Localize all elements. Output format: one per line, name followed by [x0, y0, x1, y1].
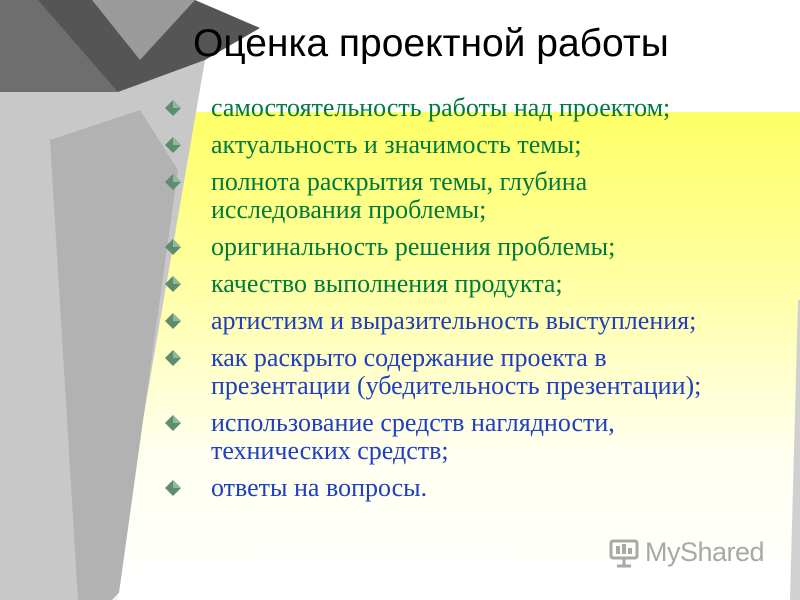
criteria-list	[163, 94, 723, 511]
watermark-text: MyShared	[645, 537, 765, 567]
list-item	[163, 131, 723, 159]
watermark	[609, 537, 764, 568]
list-item-text: артистизм и выразительность выступления;	[211, 306, 697, 335]
list-item	[163, 270, 723, 298]
presentation-screen-icon	[609, 538, 639, 568]
list-item-text: актуальность и значимость темы;	[211, 130, 582, 159]
diamond-bullet-icon	[165, 415, 181, 431]
diamond-bullet-icon	[165, 137, 181, 153]
diamond-bullet-icon	[165, 239, 181, 255]
diamond-bullet-icon	[165, 174, 181, 190]
slide-title: Оценка проектной работы	[193, 22, 669, 65]
list-item-text: качество выполнения продукта;	[211, 269, 563, 298]
list-item	[163, 409, 723, 465]
list-item-text: использование средств наглядности, технических средств;	[211, 408, 615, 465]
diamond-bullet-icon	[165, 350, 181, 366]
diamond-bullet-icon	[165, 100, 181, 116]
list-item-text: как раскрыто содержание проекта в презентации (убедительность презентации);	[211, 343, 702, 400]
diamond-bullet-icon	[165, 276, 181, 292]
diamond-bullet-icon	[165, 313, 181, 329]
list-item	[163, 474, 723, 502]
list-item	[163, 94, 723, 122]
list-item	[163, 233, 723, 261]
list-item	[163, 307, 723, 335]
list-item-text: ответы на вопросы.	[211, 473, 428, 502]
list-item-text: самостоятельность работы над проектом;	[211, 93, 671, 122]
list-item	[163, 344, 723, 400]
list-item-text: оригинальность решения проблемы;	[211, 232, 616, 261]
list-item-text: полнота раскрытия темы, глубина исследования проблемы;	[211, 167, 588, 224]
right-edge-shard	[790, 300, 800, 600]
diamond-bullet-icon	[165, 480, 181, 496]
list-item	[163, 168, 723, 224]
